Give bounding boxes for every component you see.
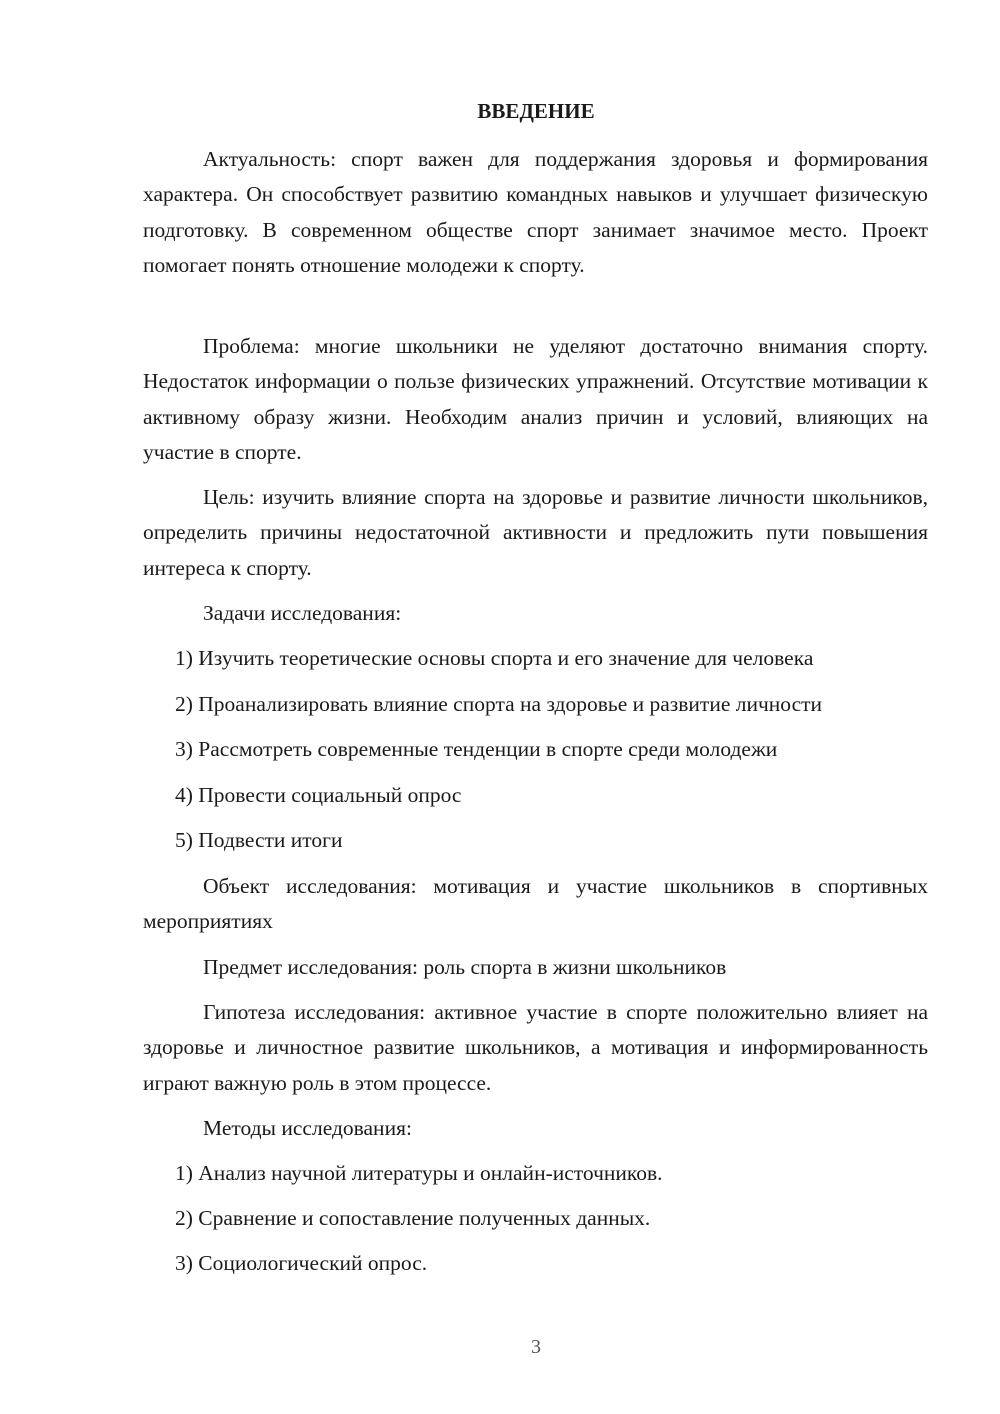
method-item: 1) Анализ научной литературы и онлайн-источников.	[175, 1161, 663, 1185]
relevance-paragraph: Актуальность: спорт важен для поддержания здоровья и формирования характера. Он способствует развитию командных навыков и улучшает физическую подготовку. В современном обществе спорт занимает значимое место. Проект помогает понять отношение молодежи к спорту.	[143, 147, 928, 278]
hypothesis-paragraph: Гипотеза исследования: активное участие в спорте положительно влияет на здоровье и личностное развитие школьников, а мотивация и информированность играют важную роль в этом процессе.	[143, 1000, 928, 1095]
task-item: 4) Провести социальный опрос	[175, 783, 462, 807]
task-item: 5) Подвести итоги	[175, 828, 343, 852]
methods-heading: Методы исследования:	[203, 1116, 412, 1140]
section-title: ВВЕДЕНИЕ	[477, 99, 595, 123]
page-number: 3	[531, 1336, 541, 1358]
goal-paragraph: Цель: изучить влияние спорта на здоровье и развитие личности школьников, определить причины недостаточной активности и предложить пути повышения интереса к спорту.	[143, 485, 928, 580]
method-item: 3) Социологический опрос.	[175, 1251, 428, 1275]
problem-paragraph: Проблема: многие школьники не уделяют достаточно внимания спорту. Недостаток информации о пользе физических упражнений. Отсутствие мотивации к активному образу жизни. Необходим анализ причин и условий, влияющих на участие в спорте.	[143, 334, 928, 465]
object-paragraph: Объект исследования: мотивация и участие школьников в спортивных мероприятиях	[143, 874, 928, 934]
subject-paragraph: Предмет исследования: роль спорта в жизни школьников	[203, 955, 727, 979]
tasks-heading: Задачи исследования:	[203, 601, 402, 625]
task-item: 3) Рассмотреть современные тенденции в спорте среди молодежи	[175, 737, 778, 761]
task-item: 2) Проанализировать влияние спорта на здоровье и развитие личности	[175, 692, 823, 716]
method-item: 2) Сравнение и сопоставление полученных данных.	[175, 1206, 651, 1230]
task-item: 1) Изучить теоретические основы спорта и его значение для человека	[175, 646, 814, 670]
